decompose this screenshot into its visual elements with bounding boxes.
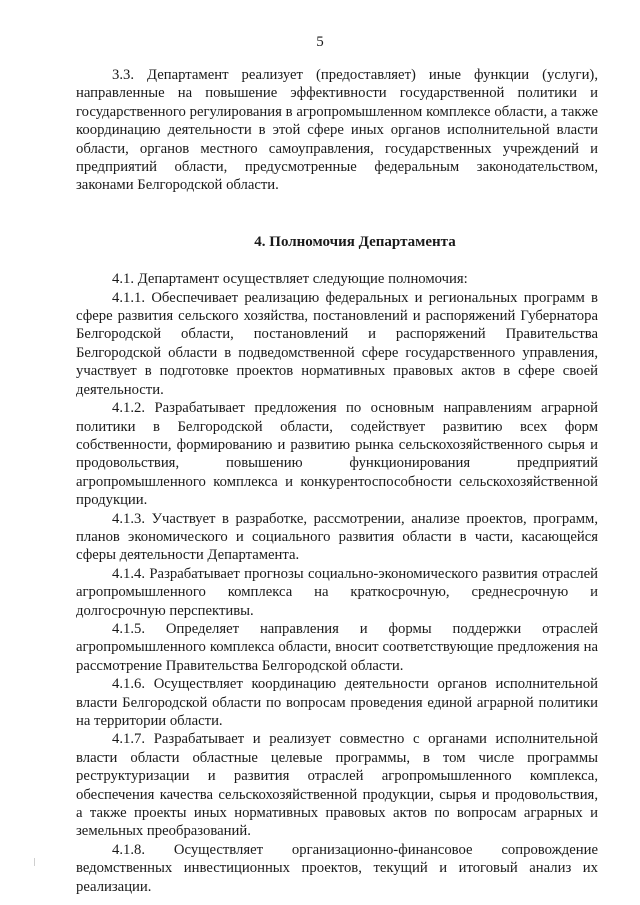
paragraph-4-1-8: 4.1.8. Осуществляет организационно-финансовое сопровождение ведомственных инвестиционных проектов, текущий и итоговый анализ их реализации. — [76, 841, 598, 895]
document-body — [76, 66, 598, 896]
scan-margin-mark — [34, 858, 35, 866]
paragraph-4-1-5: 4.1.5. Определяет направления и формы поддержки отраслей агропромышленного комплекса области, вносит соответствующие предложения на рассмотрение Правительства Белгородской области. — [76, 620, 598, 674]
paragraph-4-1-1: 4.1.1. Обеспечивает реализацию федеральных и региональных программ в сфере развития сельского хозяйства, постановлений и распоряжений Губернатора Белгородской области, постановлений и распоряжений Правительства Белгородской области в подведомственной сфере государственного управления, участвует в подготовке проектов нормативных правовых актов в сфере своей деятельности. — [76, 289, 598, 398]
paragraph-4-1-3: 4.1.3. Участвует в разработке, рассмотрении, анализе проектов, программ, планов экономического и социального развития области в части, касающейся сферы деятельности Департамента. — [76, 510, 598, 564]
paragraph-4-1-2: 4.1.2. Разрабатывает предложения по основным направлениям аграрной политики в Белгородской области, содействует развитию всех форм собственности, формированию и развитию рынка сельскохозяйственного сырья и продовольствия, повышению функционирования предприятий агропромышленного комплекса и конкурентоспособности сельскохозяйственной продукции. — [76, 400, 598, 509]
paragraph-4-1-7: 4.1.7. Разрабатывает и реализует совместно с органами исполнительной власти области областные целевые программы, в том числе программы реструктуризации и развития отраслей агропромышленного комплекса, обеспечения качества сельскохозяйственной продукции, сырья и продовольствия, а также проекты иных нормативных правовых актов по вопросам аграрных и земельных преобразований. — [76, 731, 598, 840]
paragraph-4-1-4: 4.1.4. Разрабатывает прогнозы социально-экономического развития отраслей агропромышленного комплекса на краткосрочную, среднесрочную и долгосрочную перспективы. — [76, 565, 598, 619]
paragraph-4-1-6: 4.1.6. Осуществляет координацию деятельности органов исполнительной власти Белгородской области по вопросам проведения единой аграрной политики на территории области. — [76, 676, 598, 729]
section-heading: 4. Полномочия Департамента — [254, 233, 456, 250]
page-number: 5 — [316, 34, 324, 50]
paragraph-4-1: 4.1. Департамент осуществляет следующие полномочия: — [112, 271, 468, 288]
paragraph-3-3: 3.3. Департамент реализует (предоставляет) иные функции (услуги), направленные на повышение эффективности государственной политики и государственного регулирования в агропромышленном комплексе области, а также координацию деятельности в этой сфере иных органов исполнительной власти области, органов местного самоуправления, государственных учреждений и предприятий области, предусмотренные федеральным законодательством, законами Белгородской области. — [76, 67, 598, 194]
